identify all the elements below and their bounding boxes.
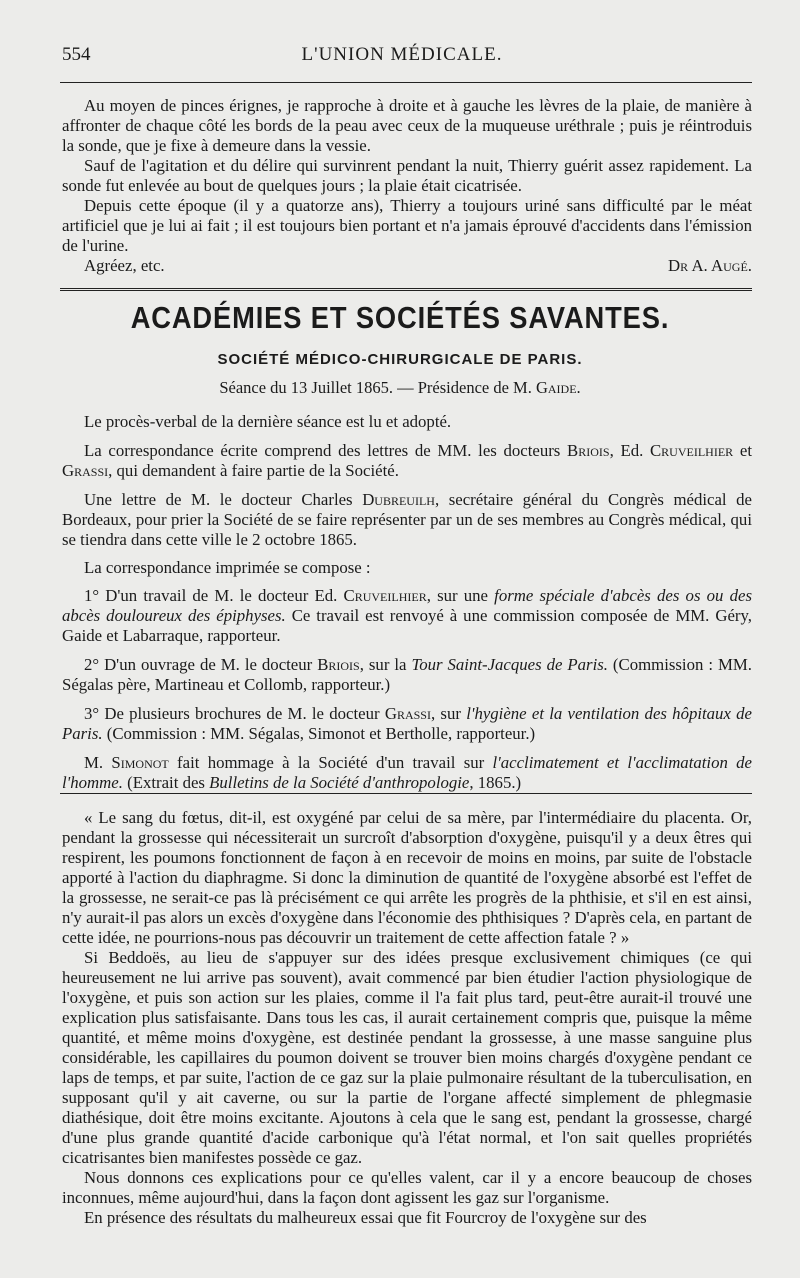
correspondence-item: 2° D'un ouvrage de M. le docteur Briois, sur la Tour Saint-Jacques de Paris. (Commission : MM. Ségalas père, Martineau et Collomb, rapporteur.) xyxy=(62,655,752,694)
letter-text xyxy=(62,96,752,276)
minutes-paragraph: La correspondance imprimée se compose : xyxy=(84,558,371,577)
section-title: ACADÉMIES ET SOCIÉTÉS SAVANTES. xyxy=(130,300,670,335)
page-number: 554 xyxy=(62,44,91,65)
quote-paragraph: « Le sang du fœtus, dit-il, est oxygéné par celui de sa mère, par l'intermédiaire du placenta. Or, pendant la grossesse qui nécessiterait un surcroît d'absorption d'oxygène, puisqu'il y a deux êtres qui respirent, les poumons fonctionnent de façon à en recevoir de moins en moins, par suite de l'obstacle apporté à l'action du diaphragme. Si donc la diminution de quantité de l'oxygène absorbé est l'effet de la grossesse, ne serait-ce pas là précisément ce qui arrête les progrès de la phthisie, et s'il en est ainsi, n'y aurait-il pas alors un excès d'oxygène dans l'économie des phthisiques ? D'après cela, en partant de cette idée, ne pourrions-nous pas découvrir un traitement de cette affection fatale ? » xyxy=(62,808,752,947)
session-heading xyxy=(0,378,800,398)
correspondence-item: 3° De plusieurs brochures de M. le docteur Grassi, sur l'hygiène et la ventilation des hôpitaux de Paris. (Commission : MM. Ségalas, Simonot et Bertholle, rapporteur.) xyxy=(62,704,752,743)
letter-signature: Dr A. Augé. xyxy=(668,256,752,275)
page-header xyxy=(62,44,742,72)
minutes-paragraph: Une lettre de M. le docteur Charles Dubreuilh, secrétaire général du Congrès médical de Bordeaux, pour prier la Société de se faire représenter par un de ses membres au Congrès médical, qui se tiendra dans cette ville le 2 octobre 1865. xyxy=(62,490,752,549)
minutes-text xyxy=(62,412,752,793)
letter-paragraph: Au moyen de pinces érignes, je rapproche à droite et à gauche les lèvres de la plaie, de manière à affronter de chaque côté les bords de la peau avec ceux de la muqueuse uréthrale ; puis je réintroduis la sonde, que je fixe à demeure dans la vessie. xyxy=(62,96,752,155)
body-paragraph: Nous donnons ces explications pour ce qu'elles valent, car il y a encore beaucoup de choses inconnues, même aujourd'hui, dans la façon dont agissent les gaz sur l'organisme. xyxy=(62,1168,752,1207)
body-paragraph: En présence des résultats du malheureux essai que fit Fourcroy de l'oxygène sur des xyxy=(84,1208,647,1227)
session-president: Gaide. xyxy=(535,378,581,397)
letter-signoff xyxy=(62,256,752,276)
header-rule xyxy=(60,82,752,83)
correspondence-item: 1° D'un travail de M. le docteur Ed. Cruveilhier, sur une forme spéciale d'abcès des os ou des abcès douloureux des épiphyses. Ce travail est renvoyé à une commission composée de MM. Géry, Gaide et Labarraque, rapporteur. xyxy=(62,586,752,645)
body-paragraph: Si Beddoës, au lieu de s'appuyer sur des idées presque exclusivement chimiques (ce qui heureusement ne lui arrive pas souvent), avait commencé par bien étudier l'action physiologique de l'oxygène, et puis son action sur les plaies, comme il l'a fait plus tard, peut-être aurait-il trouvé une explication plus satisfaisante. Dans tous les cas, il aurait certainement compris que, puisque la même quantité, et même moins d'oxygène, est destinée pendant la grossesse, à une masse sanguine plus considérable, les capillaires du poumon doivent se trouver bien moins chargés d'oxygène pendant ce laps de temps, et par suite, l'action de ce gaz sur la plaie pulmonaire résultant de la tuberculisation, en supposant qu'il y ait caverne, ou sur la partie de l'organe affecté simplement de phlegmasie diathésique, doit être moins excitante. Ajoutons à cela que le sang est, pendant la grossesse, chargé d'une plus grande quantité d'acide carbonique qu'à l'état normal, et l'on sait quelles propriétés cicatrisantes bien manifestes possède ce gaz. xyxy=(62,948,752,1167)
letter-paragraph: Sauf de l'agitation et du délire qui survinrent pendant la nuit, Thierry guérit assez rapidement. La sonde fut enlevée au bout de quelques jours ; la plaie était cicatrisée. xyxy=(62,156,752,195)
section-separator xyxy=(60,793,752,794)
session-text: Séance du 13 Juillet 1865. — Présidence de M. xyxy=(219,378,536,397)
society-title: SOCIÉTÉ MÉDICO-CHIRURGICALE DE PARIS. xyxy=(217,351,583,368)
journal-title: L'UNION MÉDICALE. xyxy=(301,44,503,65)
letter-closing: Agréez, etc. xyxy=(84,256,165,275)
minutes-paragraph: La correspondance écrite comprend des lettres de MM. les docteurs Briois, Ed. Cruveilhier et Grassi, qui demandent à faire partie de la Société. xyxy=(62,441,752,480)
minutes-paragraph: Le procès-verbal de la dernière séance est lu et adopté. xyxy=(84,412,452,431)
letter-paragraph: Depuis cette époque (il y a quatorze ans), Thierry a toujours uriné sans difficulté par le méat artificiel que je lui ai fait ; il est toujours bien portant et n'a jamais éprouvé d'accidents dans l'émission de l'urine. xyxy=(62,196,752,255)
section-rule xyxy=(60,288,752,291)
minutes-paragraph: M. Simonot fait hommage à la Société d'un travail sur l'acclimatement et l'acclimatation de l'homme. (Extrait des Bulletins de la Société d'anthropologie, 1865.) xyxy=(62,753,753,792)
quote-text xyxy=(62,808,752,1228)
